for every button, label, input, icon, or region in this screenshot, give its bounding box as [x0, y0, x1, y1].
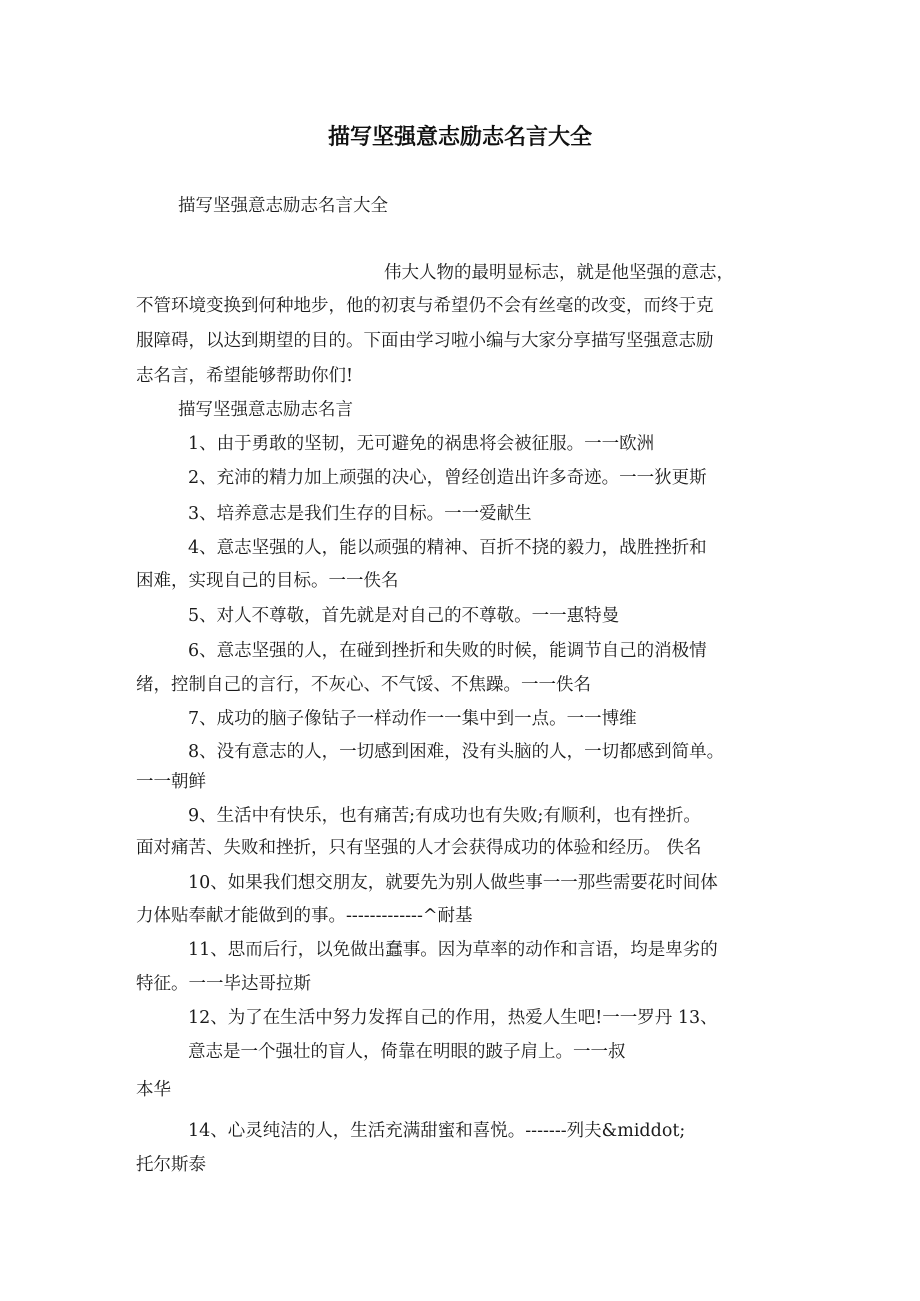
- quote-line: 3、培养意志是我们生存的目标。一一爱献生: [188, 504, 532, 524]
- quote-line: 1、由于勇敢的坚韧，无可避免的祸患将会被征服。一一欧洲: [188, 434, 655, 454]
- quote-line: 6、意志坚强的人，在碰到挫折和失败的时候，能调节自己的消极情: [188, 641, 707, 661]
- paragraph-line: 志名言，希望能够帮助你们!: [136, 366, 354, 386]
- paragraph-line: 服障碍，以达到期望的目的。下面由学习啦小编与大家分享描写坚强意志励: [136, 331, 714, 351]
- document-subtitle: 描写坚强意志励志名言大全: [178, 196, 388, 216]
- paragraph-line: 伟大人物的最明显标志，就是他坚强的意志，: [384, 263, 734, 283]
- quote-line: 面对痛苦、失败和挫折，只有坚强的人才会获得成功的体验和经历。 佚名: [136, 838, 702, 858]
- quote-line: 8、没有意志的人，一切感到困难，没有头脑的人，一切都感到简单。: [188, 742, 725, 762]
- quote-line: 5、对人不尊敬，首先就是对自己的不尊敬。一一惠特曼: [188, 606, 620, 626]
- section-heading: 描写坚强意志励志名言: [178, 400, 353, 420]
- quote-line: 本华: [136, 1080, 171, 1100]
- quote-line: 14、心灵纯洁的人，生活充满甜蜜和喜悦。-------列夫&middot;: [188, 1121, 686, 1141]
- quote-line: 困难，实现自己的目标。一一佚名: [136, 571, 399, 591]
- quote-line: 7、成功的脑子像钻子一样动作一一集中到一点。一一博维: [188, 709, 637, 729]
- quote-line: 绪，控制自己的言行，不灰心、不气馁、不焦躁。一一佚名: [136, 675, 591, 695]
- quote-line: 10、如果我们想交朋友，就要先为别人做些事一一那些需要花时间体: [188, 873, 718, 893]
- quote-line: 12、为了在生活中努力发挥自己的作用，热爱人生吧!一一罗丹 13、: [188, 1008, 718, 1028]
- quote-line: 4、意志坚强的人，能以顽强的精神、百折不挠的毅力，战胜挫折和: [188, 538, 707, 558]
- quote-line: 11、思而后行，以免做出蠢事。因为草率的动作和言语，均是卑劣的: [188, 940, 718, 960]
- quote-line: 一一朝鲜: [136, 772, 206, 792]
- quote-line: 9、生活中有快乐，也有痛苦;有成功也有失败;有顺利，也有挫折。: [188, 806, 701, 826]
- paragraph-line: 不管环境变换到何种地步，他的初衷与希望仍不会有丝毫的改变，而终于克: [136, 296, 714, 316]
- quote-line: 意志是一个强壮的盲人，倚靠在明眼的跛子肩上。一一叔: [188, 1042, 626, 1062]
- quote-line: 托尔斯泰: [136, 1155, 206, 1175]
- document-title: 描写坚强意志励志名言大全: [327, 125, 592, 150]
- quote-line: 力体贴奉献才能做到的事。-------------^耐基: [136, 906, 473, 926]
- quote-line: 2、充沛的精力加上顽强的决心，曾经创造出许多奇迹。一一狄更斯: [188, 468, 707, 488]
- quote-line: 特征。一一毕达哥拉斯: [136, 974, 311, 994]
